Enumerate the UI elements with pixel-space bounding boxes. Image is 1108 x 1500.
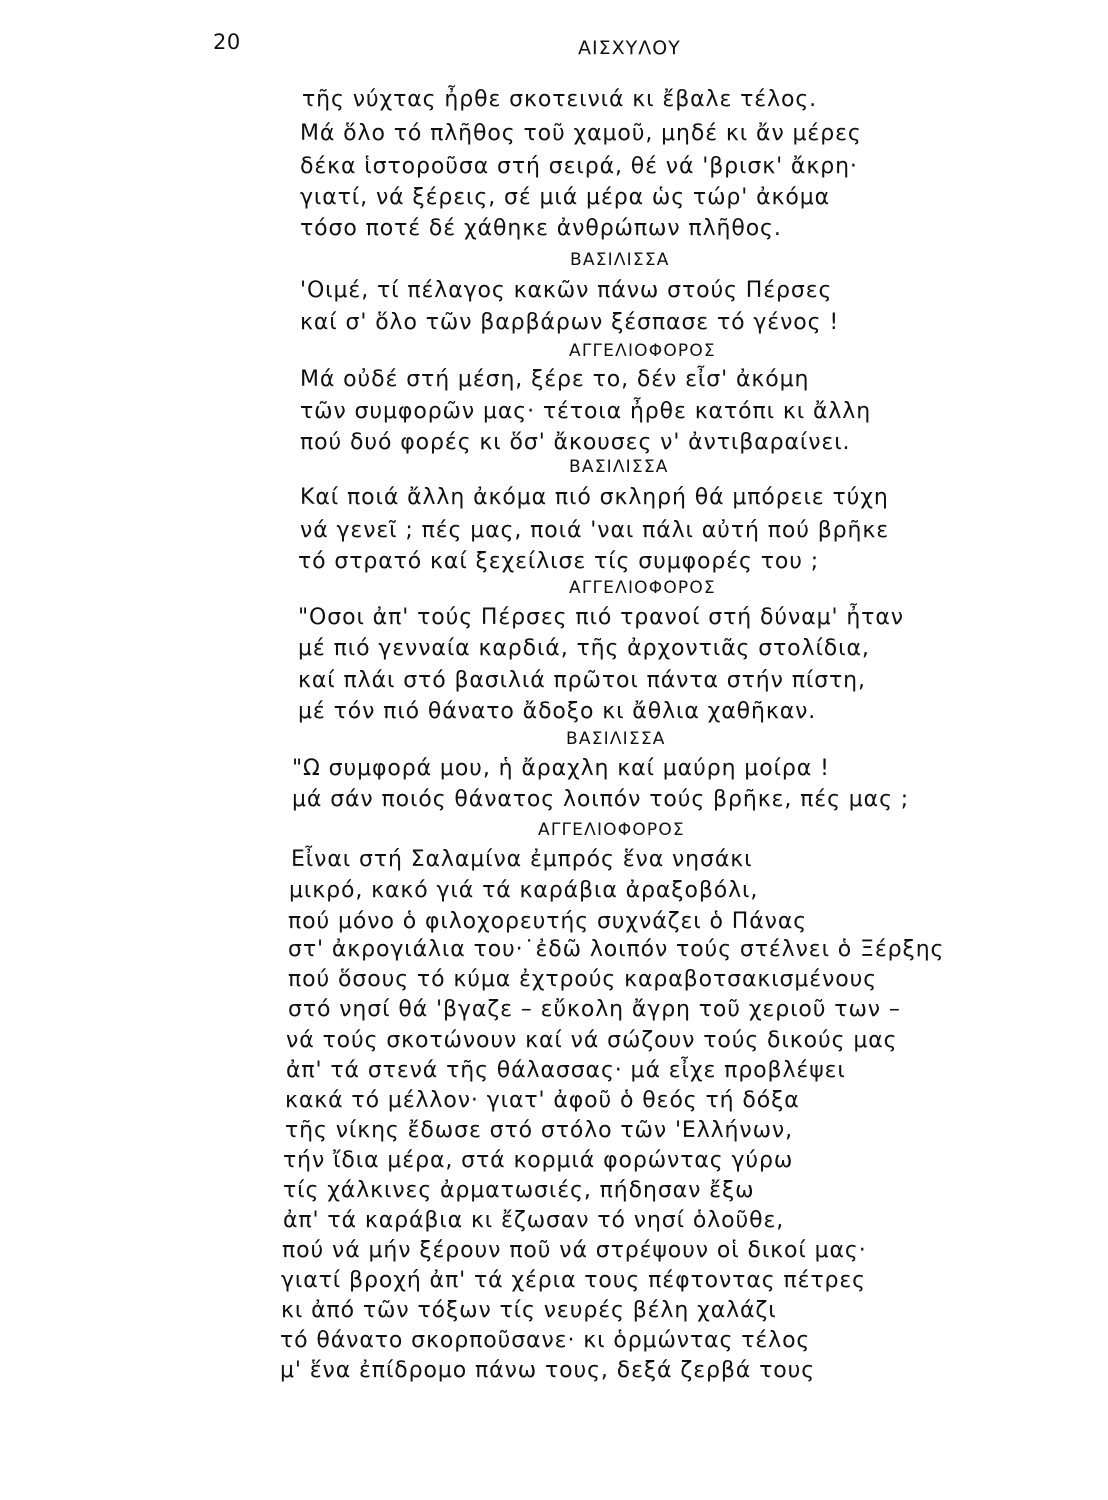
verse-line: μέ πιό γενναία καρδιά, τῆς ἀρχοντιᾶς στολίδια,: [298, 636, 870, 661]
verse-line: τίς χάλκινες ἀρματωσιές, πήδησαν ἔξω: [283, 1178, 755, 1203]
verse-line: Καί ποιά ἄλλη ἀκόμα πιό σκληρή θά μπόρειε τύχη: [300, 485, 889, 510]
verse-line: ἀπ' τά καράβια κι ἔζωσαν τό νησί ὁλοῦθε,: [283, 1208, 785, 1233]
verse-line: τό θάνατο σκορποῦσανε· κι ὁρμώντας τέλος: [280, 1328, 811, 1353]
verse-line: πού δυό φορές κι ὅσ' ἄκουσες ν' ἀντιβαραίνει.: [300, 430, 851, 455]
verse-line: Μά οὐδέ στή μέση, ξέρε το, δέν εἶσ' ἀκόμη: [300, 367, 810, 392]
verse-line: πού ὅσους τό κύμα ἐχτρούς καραβοτσακισμένους: [288, 967, 878, 992]
verse-line: μικρό, κακό γιά τά καράβια ἀραξοβόλι,: [289, 878, 759, 903]
verse-line: 'Οιμέ, τί πέλαγος κακῶν πάνω στούς Πέρσες: [300, 278, 833, 303]
verse-line: καί πλάι στό βασιλιά πρῶτοι πάντα στήν πίστη,: [298, 668, 866, 693]
verse-line: τῶν συμφορῶν μας· τέτοια ἦρθε κατόπι κι ἄλλη: [300, 399, 872, 424]
verse-line: στ' ἀκρογιάλια του·˙ἐδῶ λοιπόν τούς στέλνει ὁ Ξέρξης: [288, 937, 945, 962]
speaker-name: ΒΑΣΙΛΙΣΣΑ: [570, 250, 670, 270]
verse-line: ἀπ' τά στενά τῆς θάλασσας· μά εἶχε προβλέψει: [286, 1058, 846, 1083]
verse-line: μέ τόν πιό θάνατο ἄδοξο κι ἄθλια χαθῆκαν.: [298, 699, 817, 724]
verse-line: νά τούς σκοτώνουν καί νά σώζουν τούς δικούς μας: [286, 1028, 898, 1053]
verse-line: τήν ἴδια μέρα, στά κορμιά φορώντας γύρω: [283, 1148, 794, 1173]
verse-line: τῆς νίκης ἔδωσε στό στόλο τῶν 'Ελλήνων,: [285, 1118, 793, 1143]
verse-line: κακά τό μέλλον· γιατ' ἀφοῦ ὁ θεός τή δόξα: [285, 1088, 800, 1113]
verse-line: τῆς νύχτας ἦρθε σκοτεινιά κι ἔβαλε τέλος.: [302, 87, 818, 112]
verse-line: Μά ὅλο τό πλῆθος τοῦ χαμοῦ, μηδέ κι ἄν μέρες: [300, 121, 862, 146]
speaker-name: ΑΓΓΕΛΙΟΦΟΡΟΣ: [569, 341, 716, 361]
verse-line: πού νά μήν ξέρουν ποῦ νά στρέψουν οἱ δικοί μας·: [282, 1238, 867, 1263]
verse-line: Εἶναι στή Σαλαμίνα ἐμπρός ἕνα νησάκι: [291, 847, 753, 872]
verse-line: "Ω συμφορά μου, ἡ ἄραχλη καί μαύρη μοίρα !: [292, 756, 830, 781]
verse-line: πού μόνο ὁ φιλοχορευτής συχνάζει ὁ Πάνας: [288, 909, 808, 934]
verse-line: μά σάν ποιός θάνατος λοιπόν τούς βρῆκε, πές μας ;: [292, 787, 910, 812]
running-head: ΑΙΣΧΥΛΟΥ: [578, 37, 681, 59]
verse-line: νά γενεῖ ; πές μας, ποιά 'ναι πάλι αὐτή πού βρῆκε: [300, 518, 890, 543]
speaker-name: ΑΓΓΕΛΙΟΦΟΡΟΣ: [538, 820, 685, 840]
verse-line: δέκα ἱστοροῦσα στή σειρά, θέ νά 'βρισκ' ἄκρη·: [300, 154, 858, 179]
speaker-name: ΑΓΓΕΛΙΟΦΟΡΟΣ: [569, 578, 716, 598]
verse-line: μ' ἕνα ἐπίδρομο πάνω τους, δεξά ζερβά τους: [280, 1358, 816, 1383]
speaker-name: ΒΑΣΙΛΙΣΣΑ: [569, 457, 669, 477]
page-number: 20: [213, 30, 241, 54]
verse-line: τό στρατό καί ξεχείλισε τίς συμφορές του ;: [298, 549, 820, 574]
verse-line: στό νησί θά 'βγαζε – εὔκολη ἄγρη τοῦ χεριοῦ των –: [288, 997, 901, 1022]
verse-line: γιατί, νά ξέρεις, σέ μιά μέρα ὡς τώρ' ἀκόμα: [300, 185, 831, 210]
verse-line: τόσο ποτέ δέ χάθηκε ἀνθρώπων πλῆθος.: [300, 216, 782, 241]
verse-line: κι ἀπό τῶν τόξων τίς νευρές βέλη χαλάζι: [281, 1298, 777, 1323]
verse-line: καί σ' ὅλο τῶν βαρβάρων ξέσπασε τό γένος !: [300, 310, 840, 335]
verse-line: "Οσοι ἀπ' τούς Πέρσες πιό τρανοί στή δύναμ' ἦταν: [298, 605, 904, 630]
verse-line: γιατί βροχή ἀπ' τά χέρια τους πέφτοντας πέτρες: [281, 1268, 866, 1293]
speaker-name: ΒΑΣΙΛΙΣΣΑ: [566, 729, 666, 749]
